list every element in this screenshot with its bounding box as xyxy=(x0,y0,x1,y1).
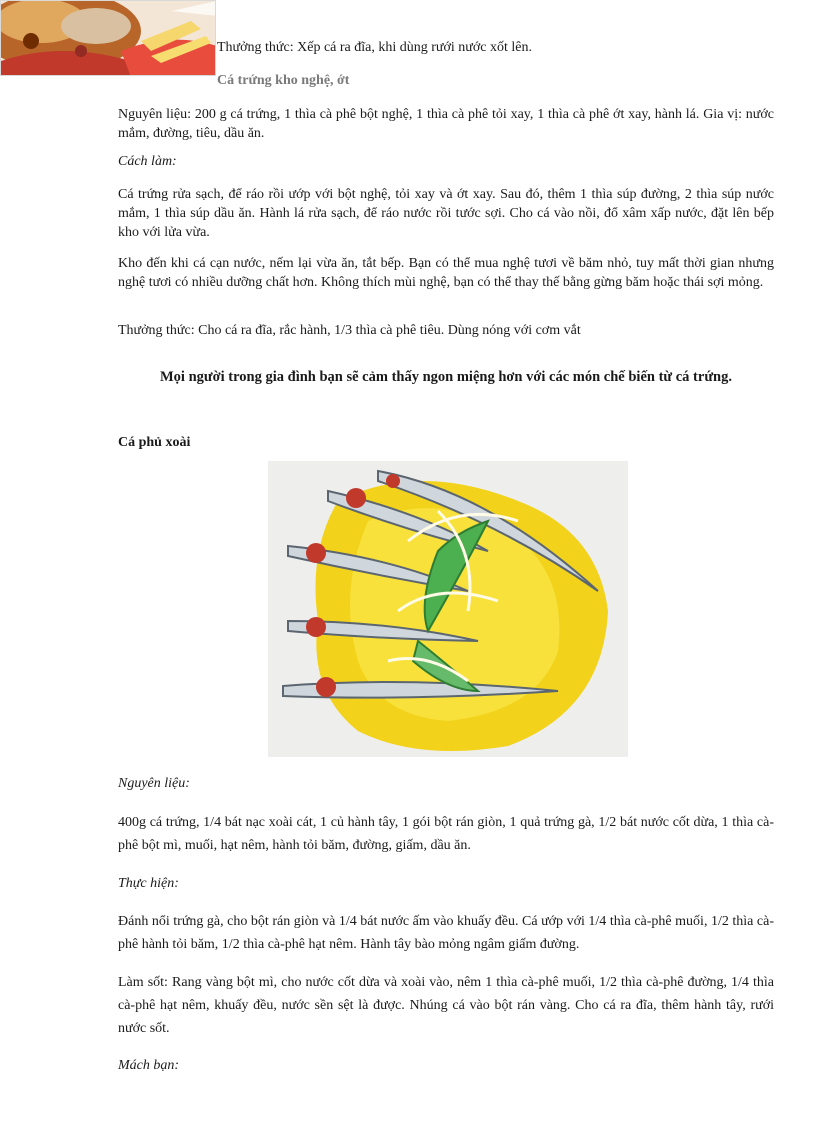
tip-heading: Mách bạn: xyxy=(118,1058,180,1073)
method-heading-2: Thực hiện: xyxy=(118,876,179,891)
recipe-title-turmeric-fish: Cá trứng kho nghệ, ớt xyxy=(217,73,350,88)
serving-note-2: Thưởng thức: Cho cá ra đĩa, rắc hành, 1/3 thìa cà phê tiêu. Dùng nóng với cơm vắt xyxy=(118,323,581,338)
pull-quote: Mọi người trong gia đình bạn sẽ cảm thấy ngon miệng hơn với các món chế biến từ cá trứng. xyxy=(160,369,732,385)
ingredients-paragraph: Nguyên liệu: 200 g cá trứng, 1 thìa cà phê bột nghệ, 1 thìa cà phê tỏi xay, 1 thìa cà phê ớt xay, hành lá. Gia vị: nước mắm, đường, tiêu, dầu ăn. xyxy=(118,107,774,141)
serving-note: Thưởng thức: Xếp cá ra đĩa, khi dùng rưới nước xốt lên. xyxy=(217,40,532,55)
braised-fish-photo xyxy=(0,0,216,76)
method-paragraph-3: Đánh nổi trứng gà, cho bột rán giòn và 1/4 bát nước ấm vào khuấy đều. Cá ướp với 1/4 thìa cà-phê muối, 1/2 thìa cà-phê hành tỏi băm, 1/2 thìa cà-phê hạt nêm. Hành tây bào mỏng ngâm giấm đường. xyxy=(118,914,774,952)
method-heading: Cách làm: xyxy=(118,154,177,169)
recipe-title-mango-fish: Cá phủ xoài xyxy=(118,435,191,450)
method-paragraph-2: Kho đến khi cá cạn nước, nếm lại vừa ăn, tắt bếp. Bạn có thể mua nghệ tươi về băm nhỏ, tuy mất thời gian nhưng nghệ tươi có nhiều dưỡng chất hơn. Không thích mùi nghệ, bạn có thể thay thế bằng gừng băm hoặc thái sợi mỏng. xyxy=(118,256,774,290)
mango-fish-photo xyxy=(268,461,628,757)
ingredients-heading: Nguyên liệu: xyxy=(118,776,190,791)
method-paragraph-4: Làm sốt: Rang vàng bột mì, cho nước cốt dừa và xoài vào, nêm 1 thìa cà-phê muối, 1/2 thìa cà-phê đường, 1/4 thìa cà-phê hạt nêm, khuấy đều, nước sền sệt là được. Nhúng cá vào bột rán vàng. Cho cá ra đĩa, thêm hành tây, rưới nước sốt. xyxy=(118,975,774,1036)
method-paragraph-1: Cá trứng rửa sạch, để ráo rồi ướp với bột nghệ, tỏi xay và ớt xay. Sau đó, thêm 1 thìa súp đường, 2 thìa súp nước mắm, 1 thìa súp dầu ăn. Hành lá rửa sạch, để ráo nước rồi tước sợi. Cho cá vào nồi, đổ xâm xấp nước, đặt lên bếp kho với lửa vừa. xyxy=(118,187,774,240)
ingredients-paragraph-2: 400g cá trứng, 1/4 bát nạc xoài cát, 1 củ hành tây, 1 gói bột rán giòn, 1 quả trứng gà, 1/2 bát nước cốt dừa, 1 thìa cà-phê bột mì, muối, hạt nêm, hành tỏi băm, đường, giấm, dầu ăn. xyxy=(118,815,774,853)
